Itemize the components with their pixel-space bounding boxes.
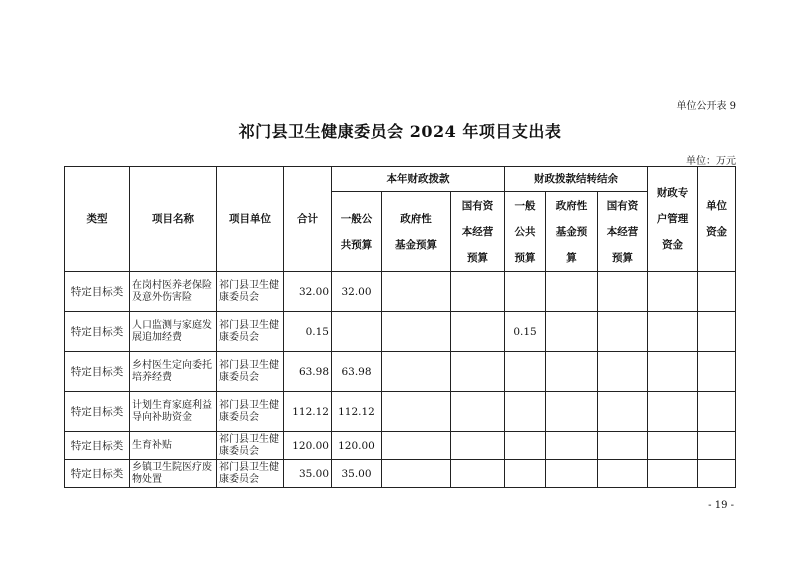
- col-header-state-capital: 国有资 本经营 预算: [451, 192, 505, 272]
- cell-type: 特定目标类: [65, 352, 130, 392]
- cell-total: 0.15: [284, 312, 332, 352]
- cell-project-unit: 祁门县卫生健康委员会: [217, 272, 284, 312]
- page-number: - 19 -: [708, 500, 734, 511]
- cell-general-budget: 120.00: [332, 432, 382, 460]
- col-header-carry-state-capital: 国有资 本经营 预算: [598, 192, 648, 272]
- table-row: [65, 432, 736, 460]
- col-header-general-budget: 一般公 共预算: [332, 192, 382, 272]
- cell-general-budget: [332, 312, 382, 352]
- table-row: [65, 392, 736, 432]
- cell-total: 32.00: [284, 272, 332, 312]
- cell-general-budget: 63.98: [332, 352, 382, 392]
- cell-project-name: 乡村医生定向委托培养经费: [130, 352, 217, 392]
- col-header-unit: 项目单位: [217, 167, 284, 272]
- cell-type: 特定目标类: [65, 312, 130, 352]
- cell-type: 特定目标类: [65, 272, 130, 312]
- cell-carry-general: [505, 392, 546, 432]
- cell-project-unit: 祁门县卫生健康委员会: [217, 392, 284, 432]
- col-header-self-funds: 单位 资金: [698, 167, 736, 272]
- col-header-type: 类型: [65, 167, 130, 272]
- cell-project-name: 计划生育家庭利益导向补助资金: [130, 392, 217, 432]
- cell-project-name: 在岗村医养老保险及意外伤害险: [130, 272, 217, 312]
- col-header-special-account: 财政专 户管理 资金: [648, 167, 698, 272]
- cell-total: 120.00: [284, 432, 332, 460]
- cell-general-budget: 35.00: [332, 460, 382, 488]
- table-row: [65, 460, 736, 488]
- cell-general-budget: 32.00: [332, 272, 382, 312]
- cell-project-name: 乡镇卫生院医疗废物处置: [130, 460, 217, 488]
- col-header-carry-gov-fund: 政府性 基金预 算: [546, 192, 598, 272]
- cell-project-unit: 祁门县卫生健康委员会: [217, 460, 284, 488]
- cell-total: 35.00: [284, 460, 332, 488]
- project-expenditure-table: [64, 166, 736, 488]
- cell-project-unit: 祁门县卫生健康委员会: [217, 312, 284, 352]
- col-header-gov-fund: 政府性 基金预算: [382, 192, 451, 272]
- table-row: [65, 352, 736, 392]
- cell-project-unit: 祁门县卫生健康委员会: [217, 432, 284, 460]
- cell-type: 特定目标类: [65, 392, 130, 432]
- cell-project-name: 人口监测与家庭发展追加经费: [130, 312, 217, 352]
- page-title: 祁门县卫生健康委员会 2024 年项目支出表: [238, 122, 562, 141]
- cell-type: 特定目标类: [65, 460, 130, 488]
- col-header-total: 合计: [284, 167, 332, 272]
- cell-carry-general: [505, 272, 546, 312]
- unit-label: 单位：万元: [686, 156, 736, 167]
- table-row: [65, 312, 736, 352]
- cell-project-name: 生育补贴: [130, 432, 217, 460]
- table-row: [65, 272, 736, 312]
- cell-carry-general: 0.15: [505, 312, 546, 352]
- cell-project-unit: 祁门县卫生健康委员会: [217, 352, 284, 392]
- col-header-name: 项目名称: [130, 167, 217, 272]
- cell-total: 112.12: [284, 392, 332, 432]
- col-group-current-year: 本年财政拨款: [332, 167, 505, 192]
- col-header-carry-general: 一般 公共 预算: [505, 192, 546, 272]
- cell-carry-general: [505, 432, 546, 460]
- form-number: 单位公开表 9: [676, 101, 736, 112]
- col-group-carryover: 财政拨款结转结余: [505, 167, 648, 192]
- cell-carry-general: [505, 460, 546, 488]
- cell-type: 特定目标类: [65, 432, 130, 460]
- cell-total: 63.98: [284, 352, 332, 392]
- cell-general-budget: 112.12: [332, 392, 382, 432]
- cell-carry-general: [505, 352, 546, 392]
